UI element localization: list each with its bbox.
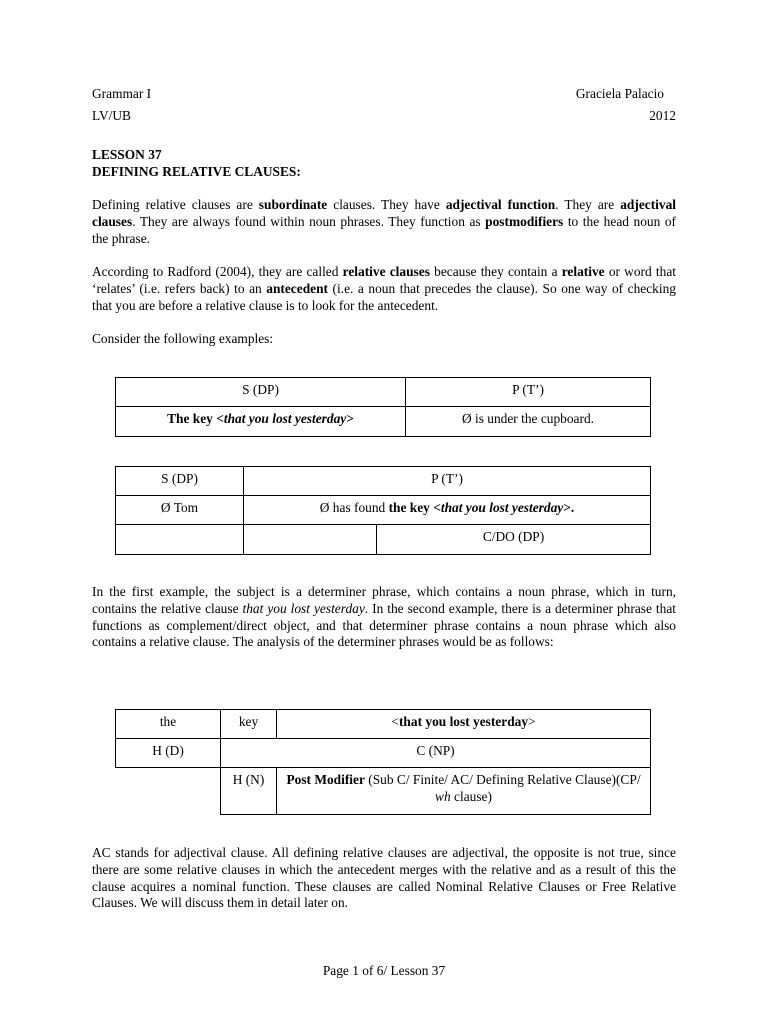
text: (i.e. a noun that precedes the clause). So one way of checking that you are before a relative clause is to look for the antecedent. — [92, 280, 676, 313]
analysis-table — [115, 709, 651, 815]
italic-text: that you lost yesterday — [440, 500, 564, 515]
post-modifier-cell — [277, 768, 651, 815]
text: Ø has found — [319, 500, 389, 515]
example-table-2 — [115, 466, 651, 555]
empty-cell — [116, 525, 244, 555]
author-name: Graciela Palacio — [575, 86, 664, 101]
example-table-1 — [115, 377, 651, 437]
text: According to Radford (2004), they are called — [92, 264, 343, 279]
text: > — [528, 714, 536, 729]
predicate-cell — [244, 496, 651, 525]
paragraph-1 — [92, 197, 676, 247]
paragraph-3: Consider the following examples: — [92, 331, 274, 346]
clause-cell — [277, 710, 651, 739]
bold-term: postmodifiers — [485, 213, 564, 229]
text: > — [346, 411, 354, 426]
text: to the head noun of the phrase. — [92, 213, 676, 246]
head-d-cell: H (D) — [116, 739, 221, 768]
predicate-cell: Ø is under the cupboard. — [406, 407, 651, 437]
italic-text: that you lost yesterday — [242, 600, 365, 616]
text: In the first example, the subject is a determiner phrase, which contains a noun phrase, which in turn, contains the relative clause — [92, 584, 676, 616]
document-page — [92, 0, 676, 1024]
text: The key < — [167, 411, 224, 426]
course-name: Grammar I — [92, 86, 152, 101]
subject-header: S (DP) — [116, 467, 244, 496]
text: the key < — [388, 500, 441, 515]
bold-term: adjectival function — [445, 197, 556, 212]
bold-term: relative clauses — [342, 264, 430, 279]
lesson-title: DEFINING RELATIVE CLAUSES: — [92, 163, 301, 179]
institution: LV/UB — [92, 108, 131, 123]
bold-text: that you lost yesterday — [398, 714, 529, 729]
text: < — [391, 714, 399, 729]
year: 2012 — [649, 108, 676, 123]
cdo-cell: C/DO (DP) — [377, 525, 651, 555]
predicate-header: P (T’) — [244, 467, 651, 496]
complement-np-cell: C (NP) — [221, 739, 651, 768]
text: >. — [563, 500, 575, 515]
subject-cell — [116, 407, 406, 437]
paragraph-5 — [92, 845, 676, 912]
text: clauses. They have — [327, 197, 446, 212]
text: clause) — [450, 788, 492, 804]
subject-header: S (DP) — [116, 378, 406, 407]
text: . In the second example, there is a determiner phrase that functions as complement/direct object, and that determiner phrase contains a noun phrase which also contains a relative clause. The analysis of the determiner phrases would be as follows: — [92, 600, 676, 650]
bold-term: relative — [561, 264, 605, 279]
text: because they contain a — [429, 264, 562, 279]
text: . They are — [555, 197, 621, 212]
page-footer: Page 1 of 6/ Lesson 37 — [322, 963, 446, 978]
italic-text: wh — [435, 788, 451, 804]
text: (Sub C/ Finite/ AC/ Defining Relative Clause)(CP/ — [364, 772, 641, 787]
bold-term: antecedent — [266, 280, 328, 296]
lesson-number: LESSON 37 — [92, 147, 162, 162]
determiner-cell: the — [116, 710, 221, 739]
text: . They are always found within noun phrases. They function as — [132, 213, 486, 229]
italic-text: that you lost yesterday — [223, 411, 347, 426]
empty-cell — [244, 525, 377, 555]
bold-term: subordinate — [258, 197, 328, 212]
bold-term: adjectival clauses — [92, 197, 676, 229]
subject-cell: Ø Tom — [116, 496, 244, 525]
text: or word that ‘relates’ (i.e. refers back) to an — [92, 264, 676, 296]
paragraph-4 — [92, 584, 676, 651]
predicate-header: P (T’) — [406, 378, 651, 407]
noun-cell: key — [221, 710, 277, 739]
lesson-heading — [92, 147, 676, 181]
head-n-cell: H (N) — [221, 768, 277, 815]
bold-text: Post Modifier — [286, 772, 365, 787]
text: AC stands for adjectival clause. All defining relative clauses are adjectival, the opposite is not true, since there are some relative clauses in which the antecedent merges with the relative and as a result of this the clause acquires a nominal function. These clauses are called Nominal Relative Clauses or Free Relative Clauses. We will discuss them in detail later on. — [92, 845, 676, 911]
text: Defining relative clauses are — [92, 197, 259, 212]
empty-cell — [116, 768, 221, 815]
paragraph-2 — [92, 264, 676, 314]
